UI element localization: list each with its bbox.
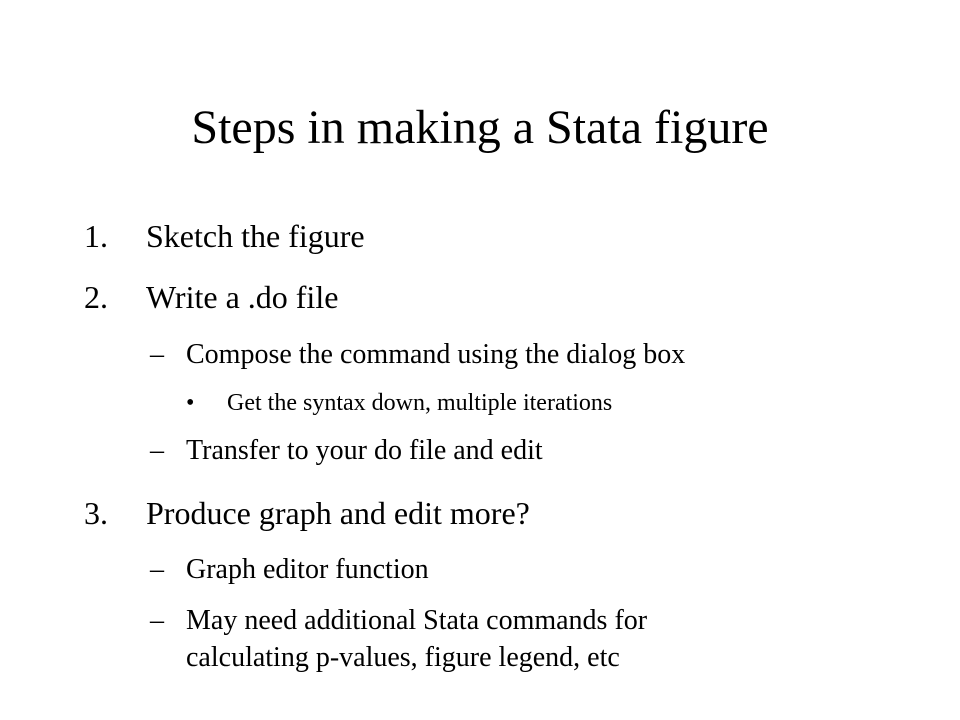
list-number: 2. [84,279,108,315]
list-item-text: Transfer to your do file and edit [186,435,543,466]
dash-marker: – [150,554,164,585]
list-item-text: calculating p-values, figure legend, etc [186,642,620,673]
bullet-marker: • [186,390,195,416]
list-item-text: Compose the command using the dialog box [186,339,686,370]
list-item-text: May need additional Stata commands for [186,605,648,636]
list-item-text: Graph editor function [186,554,429,585]
slide-title: Steps in making a Stata figure [191,101,769,154]
list-item-text: Write a .do file [146,279,339,315]
dash-marker: – [150,339,164,370]
list-item-text: Produce graph and edit more? [146,495,530,531]
list-number: 3. [84,495,108,531]
list-number: 1. [84,218,108,254]
dash-marker: – [150,605,164,636]
list-item-text: Sketch the figure [146,218,365,254]
list-item-text: Get the syntax down, multiple iterations [227,390,613,416]
dash-marker: – [150,435,164,466]
